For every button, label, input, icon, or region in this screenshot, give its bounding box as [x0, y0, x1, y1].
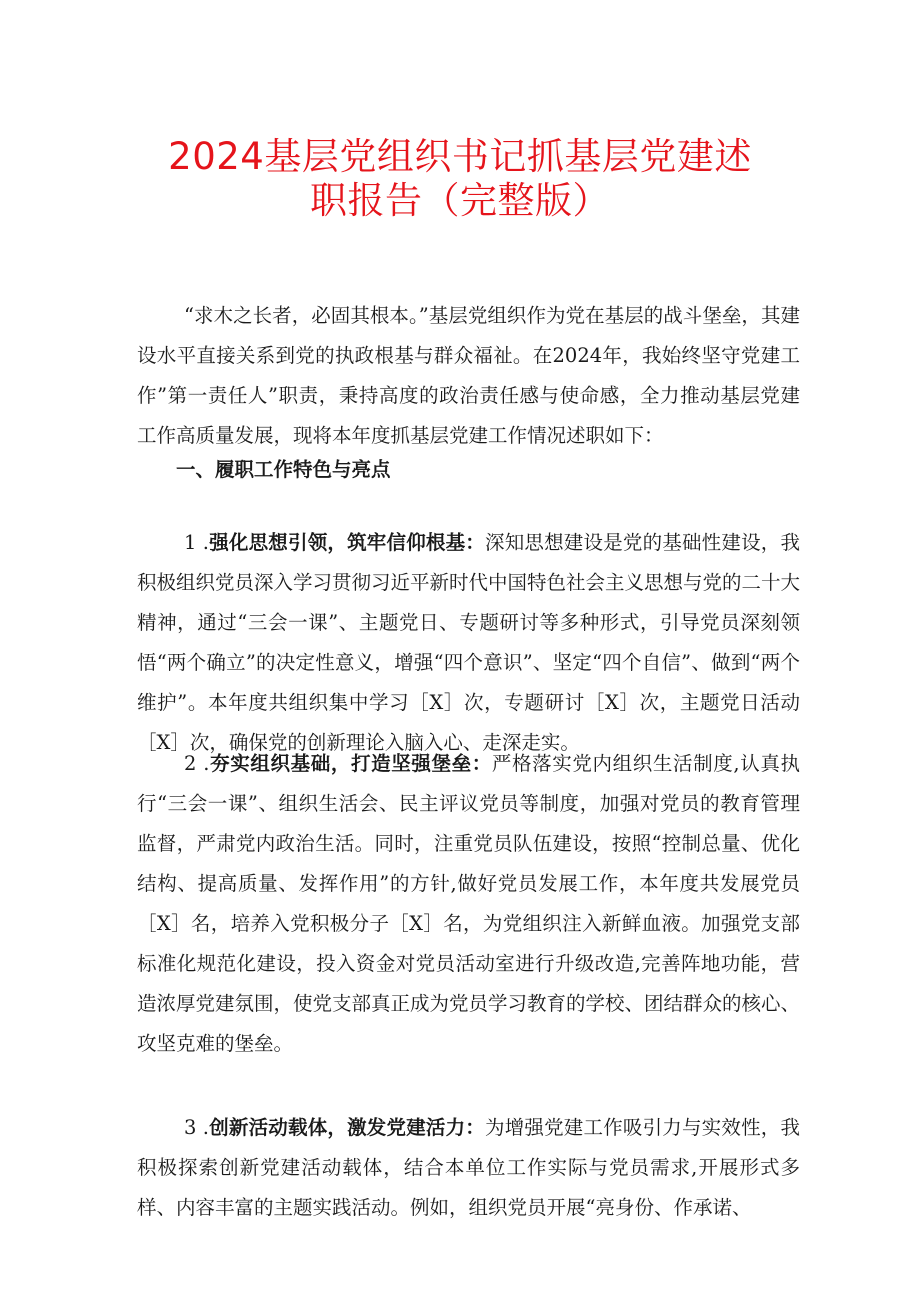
intro-paragraph: “求木之长者，必固其根本。”基层党组织作为党在基层的战斗堡垒，其建设水平直接关系到党的执政根基与群众福祉。在2024年，我始终坚守党建工作”第一责任人”职责，秉持高度的政治责任感与使命感，全力推动基层党建工作高质量发展，现将本年度抓基层党建工作情况述职如下： [137, 304, 800, 447]
item-text: 严格落实党内组织生活制度,认真执行“三会一课”、组织生活会、民主评议党员等制度，加强对党员的教育管理监督，严肃党内政治生活。同时，注重党员队伍建设，按照“控制总量、优化结构、提高质量、发挥作用”的方针,做好党员发展工作，本年度共发展党员［X］名，培养入党积极分子［X］名，为党组织注入新鲜血液。加强党支部标准化规范化建设，投入资金对党员活动室进行升级改造,完善阵地功能，营造浓厚党建氛围，使党支部真正成为党员学习教育的学校、团结群众的核心、攻坚克难的堡垒。 [137, 752, 801, 1055]
section-heading: 一、履职工作特色与亮点 [176, 458, 391, 481]
item-text: 为增强党建工作吸引力与实效性，我积极探索创新党建活动载体，结合本单位工作实际与党员需求,开展形式多样、内容丰富的主题实践活动。例如，组织党员开展“亮身份、作承诺、 [137, 1116, 800, 1219]
document-title-line-1: 2024基层党组织书记抓基层党建述 [168, 135, 752, 178]
item-number: 2 . [184, 752, 210, 775]
item-lead: 创新活动载体，激发党建活力： [209, 1116, 485, 1139]
document-title-line-2: 职报告（完整版） [310, 179, 610, 222]
item-number: 1 . [184, 531, 210, 554]
item-text: 深知思想建设是党的基础性建设，我积极组织党员深入学习贯彻习近平新时代中国特色社会主义思想与党的二十大精神，通过“三会一课”、主题党日、专题研讨等多种形式，引导党员深刻领悟“两个确立”的决定性意义，增强“四个意识”、坚定“四个自信”、做到“两个维护”。本年度共组织集中学习［X］次，专题研讨［X］次，主题党日活动［X］次，确保党的创新理论入脑入心、走深走实。 [137, 531, 801, 754]
item-paragraph-2 [137, 744, 800, 1064]
item-number: 3 . [184, 1116, 210, 1139]
item-paragraph-3 [137, 1108, 800, 1228]
item-lead: 强化思想引领，筑牢信仰根基： [209, 531, 485, 554]
item-lead: 夯实组织基础，打造坚强堡垒： [209, 752, 492, 775]
item-paragraph-1 [137, 523, 800, 763]
